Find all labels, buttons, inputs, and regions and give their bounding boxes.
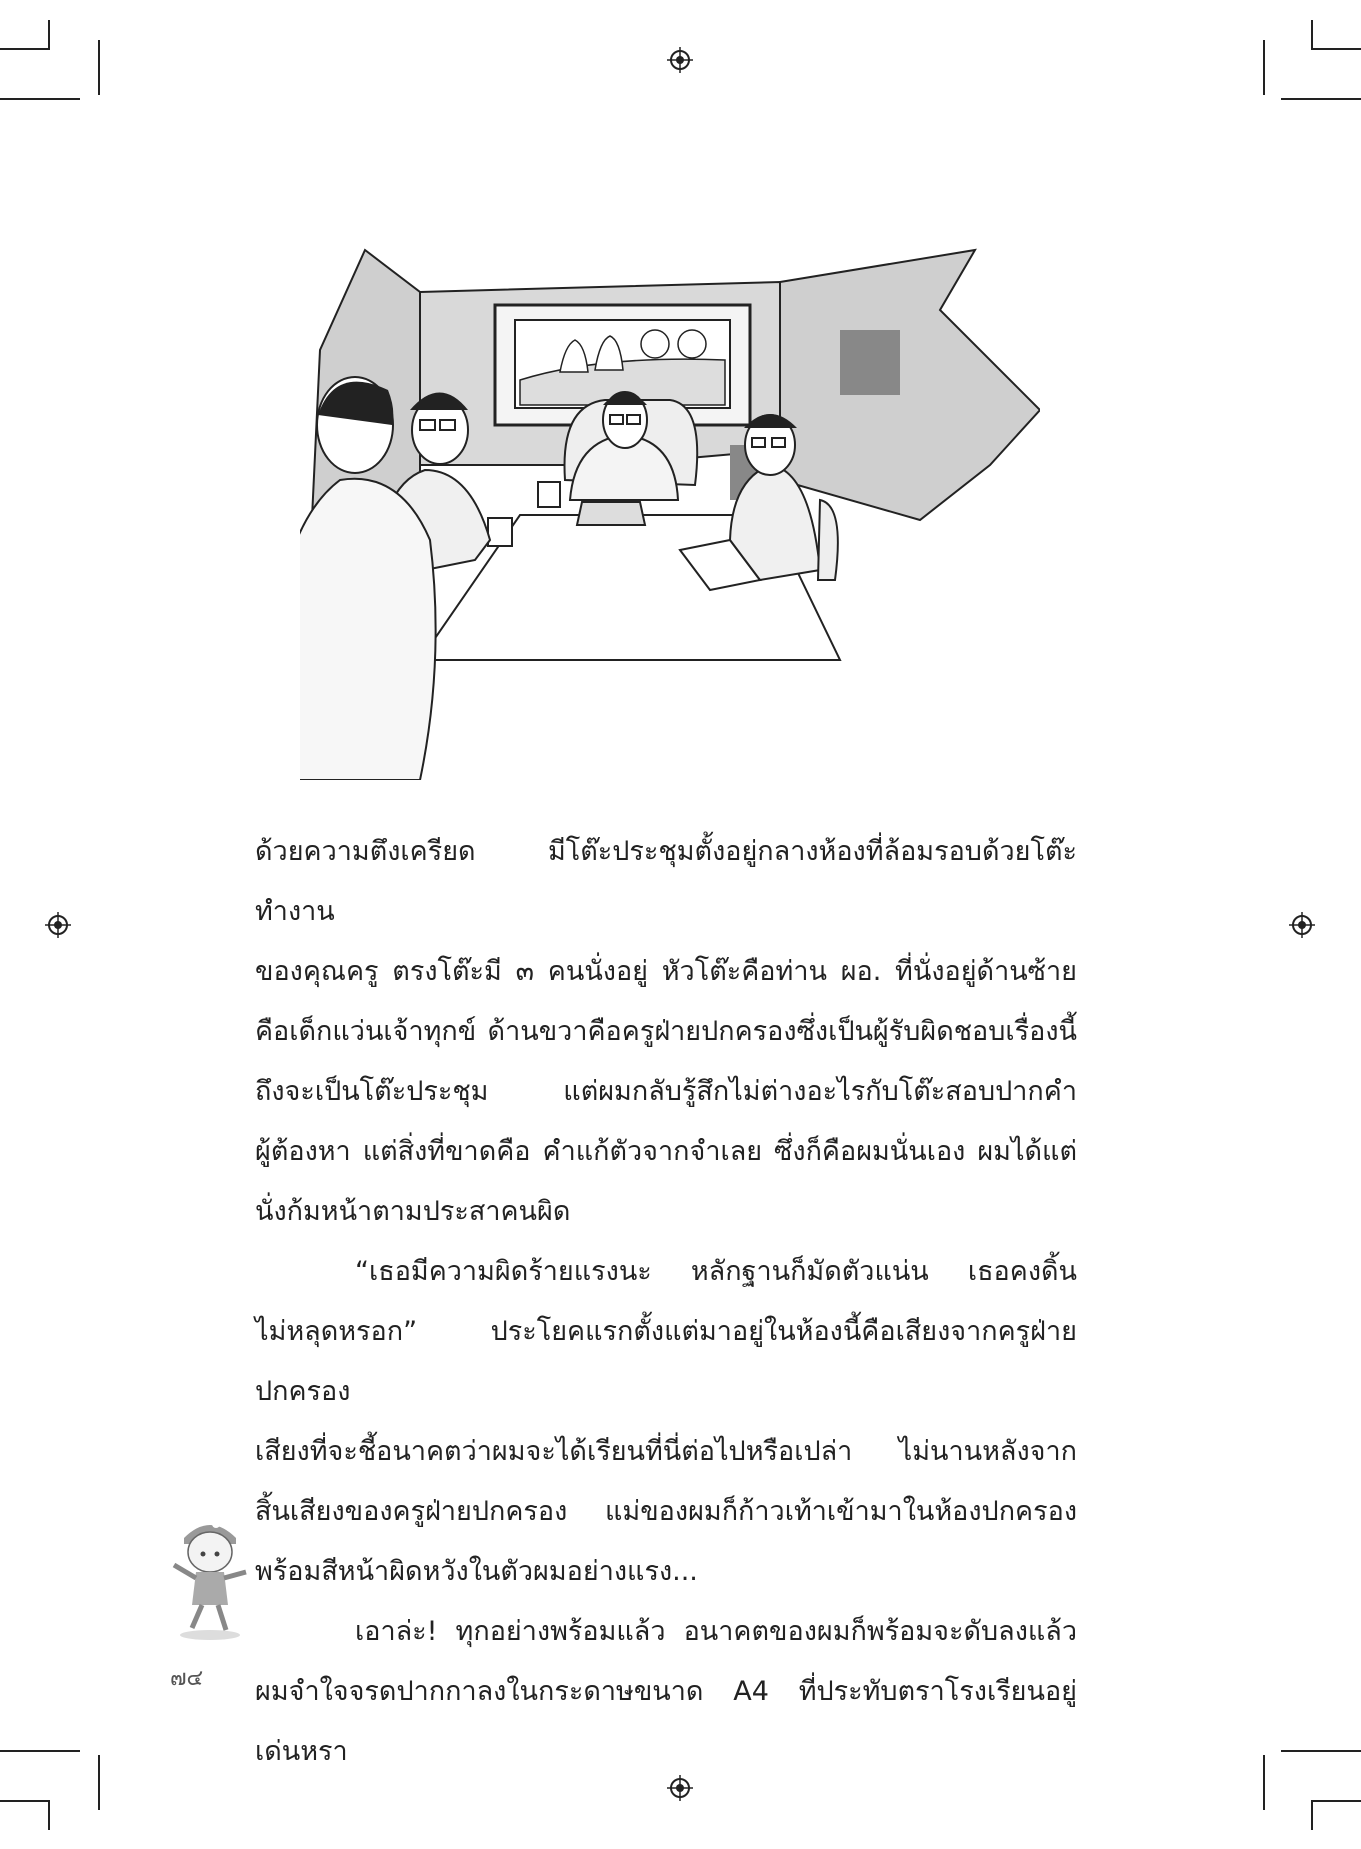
- crop-mark-top-left-h2: [0, 98, 80, 100]
- boy-from-behind-figure: [300, 479, 436, 780]
- crop-mark-top-left-h: [0, 48, 48, 50]
- documents-on-table: [577, 502, 645, 525]
- crop-mark-top-right-h: [1313, 48, 1361, 50]
- right-wall: [780, 250, 1040, 520]
- paragraph-line: ผมจำใจจรดปากกาลงในกระดาษขนาด A4 ที่ประทับตราโรงเรียนอยู่เด่นหรา: [255, 1676, 1077, 1767]
- crop-mark-bottom-right-h: [1313, 1800, 1361, 1802]
- registration-mark-right-icon: [1289, 912, 1315, 938]
- paragraph-line: ผู้ต้องหา แต่สิ่งที่ขาดคือ คำแก้ตัวจากจำเลย ซึ่งก็คือผมนั่นเอง ผมได้แต่: [255, 1136, 1077, 1167]
- wall-panel: [840, 330, 900, 395]
- registration-mark-left-icon: [45, 912, 71, 938]
- crop-mark-bottom-right-h2: [1281, 1750, 1361, 1752]
- body-text: [255, 822, 1077, 1782]
- crop-mark-top-right-v2: [1263, 40, 1265, 95]
- meeting-room-illustration: [300, 240, 1040, 780]
- coffee-mug: [488, 518, 512, 546]
- crop-mark-bottom-left-h: [0, 1800, 48, 1802]
- crop-mark-bottom-right-v: [1311, 1800, 1313, 1830]
- crop-mark-top-right-h2: [1281, 98, 1361, 100]
- crop-mark-bottom-left-v2: [98, 1755, 100, 1810]
- page-number: ๗๔: [170, 1666, 204, 1691]
- crop-mark-top-left-v: [48, 20, 50, 50]
- paragraph-line: คือเด็กแว่นเจ้าทุกข์ ด้านขวาคือครูฝ่ายปกครองซึ่งเป็นผู้รับผิดชอบเรื่องนี้: [255, 1016, 1077, 1047]
- paragraph-line: เอาล่ะ! ทุกอย่างพร้อมแล้ว อนาคตของผมก็พร้อมจะดับลงแล้ว: [355, 1616, 1077, 1647]
- paragraph-line: ของคุณครู ตรงโต๊ะมี ๓ คนนั่งอยู่ หัวโต๊ะคือท่าน ผอ. ที่นั่งอยู่ด้านซ้าย: [255, 956, 1077, 987]
- paragraph-line: ถึงจะเป็นโต๊ะประชุม แต่ผมกลับรู้สึกไม่ต่างอะไรกับโต๊ะสอบปากคำ: [255, 1076, 1077, 1107]
- paragraph-line: พร้อมสีหน้าผิดหวังในตัวผมอย่างแรง...: [255, 1556, 698, 1587]
- crop-mark-bottom-left-v: [48, 1800, 50, 1830]
- paragraph-line: ไม่หลุดหรอก” ประโยคแรกตั้งแต่มาอยู่ในห้องนี้คือเสียงจากครูฝ่ายปกครอง: [255, 1316, 1077, 1407]
- paragraph-line: สิ้นเสียงของครูฝ่ายปกครอง แม่ของผมก็ก้าวเท้าเข้ามาในห้องปกครอง: [255, 1496, 1077, 1527]
- paragraph-line: “เธอมีความผิดร้ายแรงนะ หลักฐานก็มัดตัวแน่น เธอคงดิ้น: [355, 1256, 1077, 1287]
- crop-mark-bottom-right-v2: [1263, 1755, 1265, 1810]
- coffee-mug: [538, 482, 560, 507]
- paragraph-line: ด้วยความตึงเครียด มีโต๊ะประชุมตั้งอยู่กลางห้องที่ล้อมรอบด้วยโต๊ะทำงาน: [255, 836, 1077, 927]
- boy-mascot-icon: [170, 1510, 250, 1640]
- paragraph-line: นั่งก้มหน้าตามประสาคนผิด: [255, 1196, 571, 1227]
- crop-mark-top-left-v2: [98, 40, 100, 95]
- crop-mark-top-right-v: [1311, 20, 1313, 50]
- paragraph-line: เสียงที่จะชี้อนาคตว่าผมจะได้เรียนที่นี่ต่อไปหรือเปล่า ไม่นานหลังจาก: [255, 1436, 1077, 1467]
- registration-mark-top-icon: [667, 47, 693, 73]
- crop-mark-bottom-left-h2: [0, 1750, 80, 1752]
